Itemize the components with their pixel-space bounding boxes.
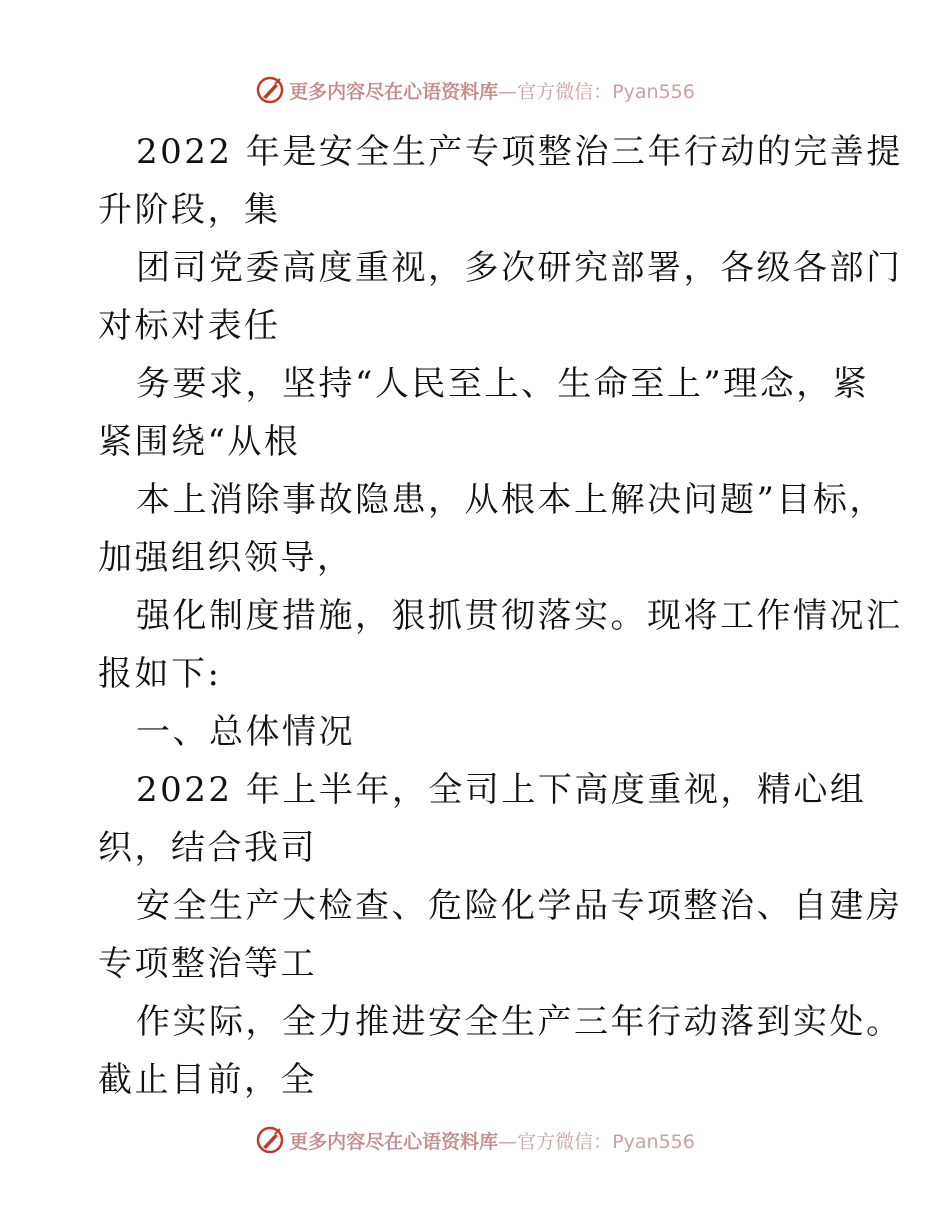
watermark-brand: 更多内容尽在心语资料库 <box>289 80 499 103</box>
watermark-header <box>0 70 950 110</box>
text-line: 一、总体情况 <box>136 712 355 752</box>
text-line: 2022 年上半年，全司上下高度重视，精心组 <box>136 770 867 810</box>
text-line: 织，结合我司 <box>98 828 317 868</box>
quill-logo-icon <box>255 75 285 105</box>
text-line: 务要求，坚持“人民至上、生命至上”理念，紧 <box>136 364 870 404</box>
watermark-text <box>289 1127 695 1154</box>
text-line: 团司党委高度重视，多次研究部署，各级各部门 <box>136 248 903 288</box>
watermark-contact: 官方微信： <box>517 1130 613 1153</box>
watermark-separator: — <box>498 1130 518 1153</box>
text-line: 截止目前，全 <box>98 1060 317 1100</box>
text-line: 2022 年是安全生产专项整治三年行动的完善提 <box>136 132 903 172</box>
text-line: 报如下: <box>98 654 222 694</box>
quill-logo-icon <box>255 1125 285 1155</box>
text-line: 对标对表任 <box>98 306 281 346</box>
text-line: 强化制度措施，狠抓贯彻落实。现将工作情况汇 <box>136 596 903 636</box>
watermark-separator: — <box>498 80 518 103</box>
document-body <box>98 123 903 1109</box>
text-line: 作实际，全力推进安全生产三年行动落到实处。 <box>136 1002 903 1042</box>
watermark-wechat-id: Pyan556 <box>612 1130 695 1153</box>
watermark-wechat-id: Pyan556 <box>612 80 695 103</box>
text-line: 安全生产大检查、危险化学品专项整治、自建房 <box>136 886 903 926</box>
text-line: 紧围绕“从根 <box>98 422 301 462</box>
watermark-footer <box>0 1120 950 1160</box>
watermark-brand: 更多内容尽在心语资料库 <box>289 1130 499 1153</box>
text-line: 专项整治等工 <box>98 944 317 984</box>
text-line: 本上消除事故隐患，从根本上解决问题”目标， <box>136 480 886 520</box>
text-line: 加强组织领导， <box>98 538 354 578</box>
watermark-text <box>289 77 695 104</box>
text-line: 升阶段，集 <box>98 190 281 230</box>
watermark-contact: 官方微信： <box>517 80 613 103</box>
